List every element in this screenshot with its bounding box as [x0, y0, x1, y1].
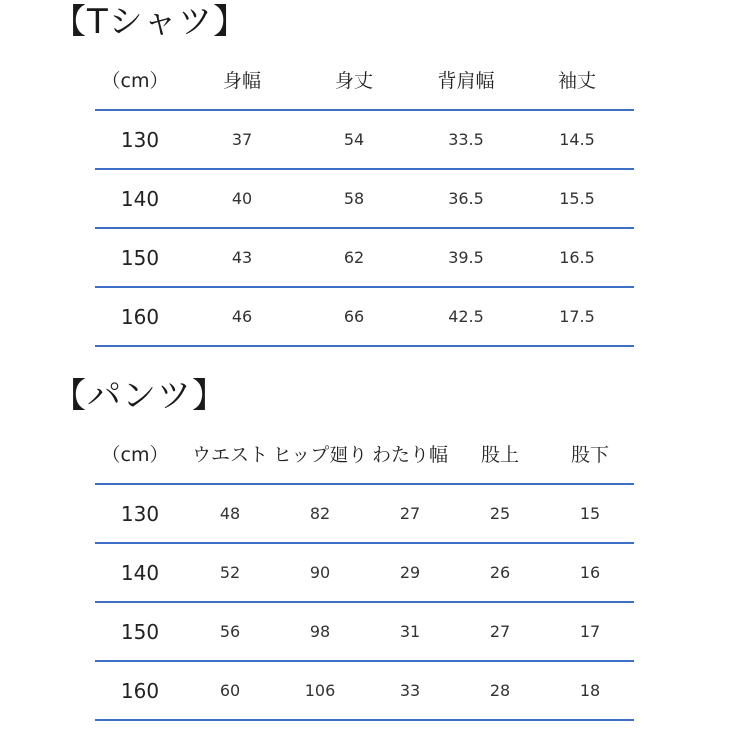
value-cell: 25	[489, 504, 511, 523]
value-cell: 90	[309, 563, 331, 582]
value-cell: 39.5	[448, 248, 484, 267]
column-header-body-width: 身幅	[222, 70, 261, 92]
table-row	[95, 229, 634, 288]
column-header-shoulder-width: 背肩幅	[437, 70, 495, 92]
table-row	[95, 111, 634, 170]
value-cell: 43	[231, 248, 253, 267]
value-cell: 18	[579, 681, 601, 700]
column-header-unit: （cm）	[101, 70, 169, 92]
table-header-row	[95, 424, 634, 485]
column-header-body-length: 身丈	[334, 70, 373, 92]
value-cell: 66	[343, 307, 365, 326]
tshirt-size-table	[95, 50, 634, 347]
value-cell: 28	[489, 681, 511, 700]
column-header-rise: 股上	[480, 444, 519, 466]
value-cell: 58	[343, 189, 365, 208]
value-cell: 15.5	[559, 189, 595, 208]
table-row	[95, 485, 634, 544]
size-cell: 160	[120, 304, 160, 329]
value-cell: 82	[309, 504, 331, 523]
pants-section-title: 【パンツ】	[52, 376, 227, 416]
value-cell: 33.5	[448, 130, 484, 149]
pants-size-table	[95, 424, 634, 721]
value-cell: 52	[219, 563, 241, 582]
value-cell: 17	[579, 622, 601, 641]
column-header-inseam: 股下	[570, 444, 609, 466]
value-cell: 56	[219, 622, 241, 641]
value-cell: 31	[399, 622, 421, 641]
value-cell: 48	[219, 504, 241, 523]
value-cell: 42.5	[448, 307, 484, 326]
size-cell: 140	[120, 186, 160, 211]
value-cell: 54	[343, 130, 365, 149]
table-row	[95, 544, 634, 603]
value-cell: 62	[343, 248, 365, 267]
value-cell: 106	[304, 681, 336, 700]
value-cell: 46	[231, 307, 253, 326]
table-row	[95, 603, 634, 662]
value-cell: 16	[579, 563, 601, 582]
value-cell: 40	[231, 189, 253, 208]
value-cell: 27	[399, 504, 421, 523]
value-cell: 29	[399, 563, 421, 582]
size-cell: 130	[120, 127, 160, 152]
value-cell: 17.5	[559, 307, 595, 326]
size-cell: 150	[120, 619, 160, 644]
size-cell: 130	[120, 501, 160, 526]
table-header-row	[95, 50, 634, 111]
size-cell: 160	[120, 678, 160, 703]
column-header-sleeve-length: 袖丈	[557, 70, 596, 92]
size-cell: 140	[120, 560, 160, 585]
tshirt-section-title: 【Tシャツ】	[52, 2, 249, 42]
table-row	[95, 288, 634, 347]
column-header-hip: ヒップ廻り	[272, 444, 368, 466]
value-cell: 16.5	[559, 248, 595, 267]
value-cell: 98	[309, 622, 331, 641]
value-cell: 14.5	[559, 130, 595, 149]
column-header-unit: （cm）	[101, 444, 169, 466]
value-cell: 37	[231, 130, 253, 149]
column-header-waist: ウエスト	[191, 444, 268, 466]
column-header-thigh-width: わたり幅	[371, 444, 448, 466]
value-cell: 15	[579, 504, 601, 523]
value-cell: 26	[489, 563, 511, 582]
size-cell: 150	[120, 245, 160, 270]
value-cell: 60	[219, 681, 241, 700]
value-cell: 36.5	[448, 189, 484, 208]
value-cell: 27	[489, 622, 511, 641]
table-row	[95, 662, 634, 721]
value-cell: 33	[399, 681, 421, 700]
table-row	[95, 170, 634, 229]
